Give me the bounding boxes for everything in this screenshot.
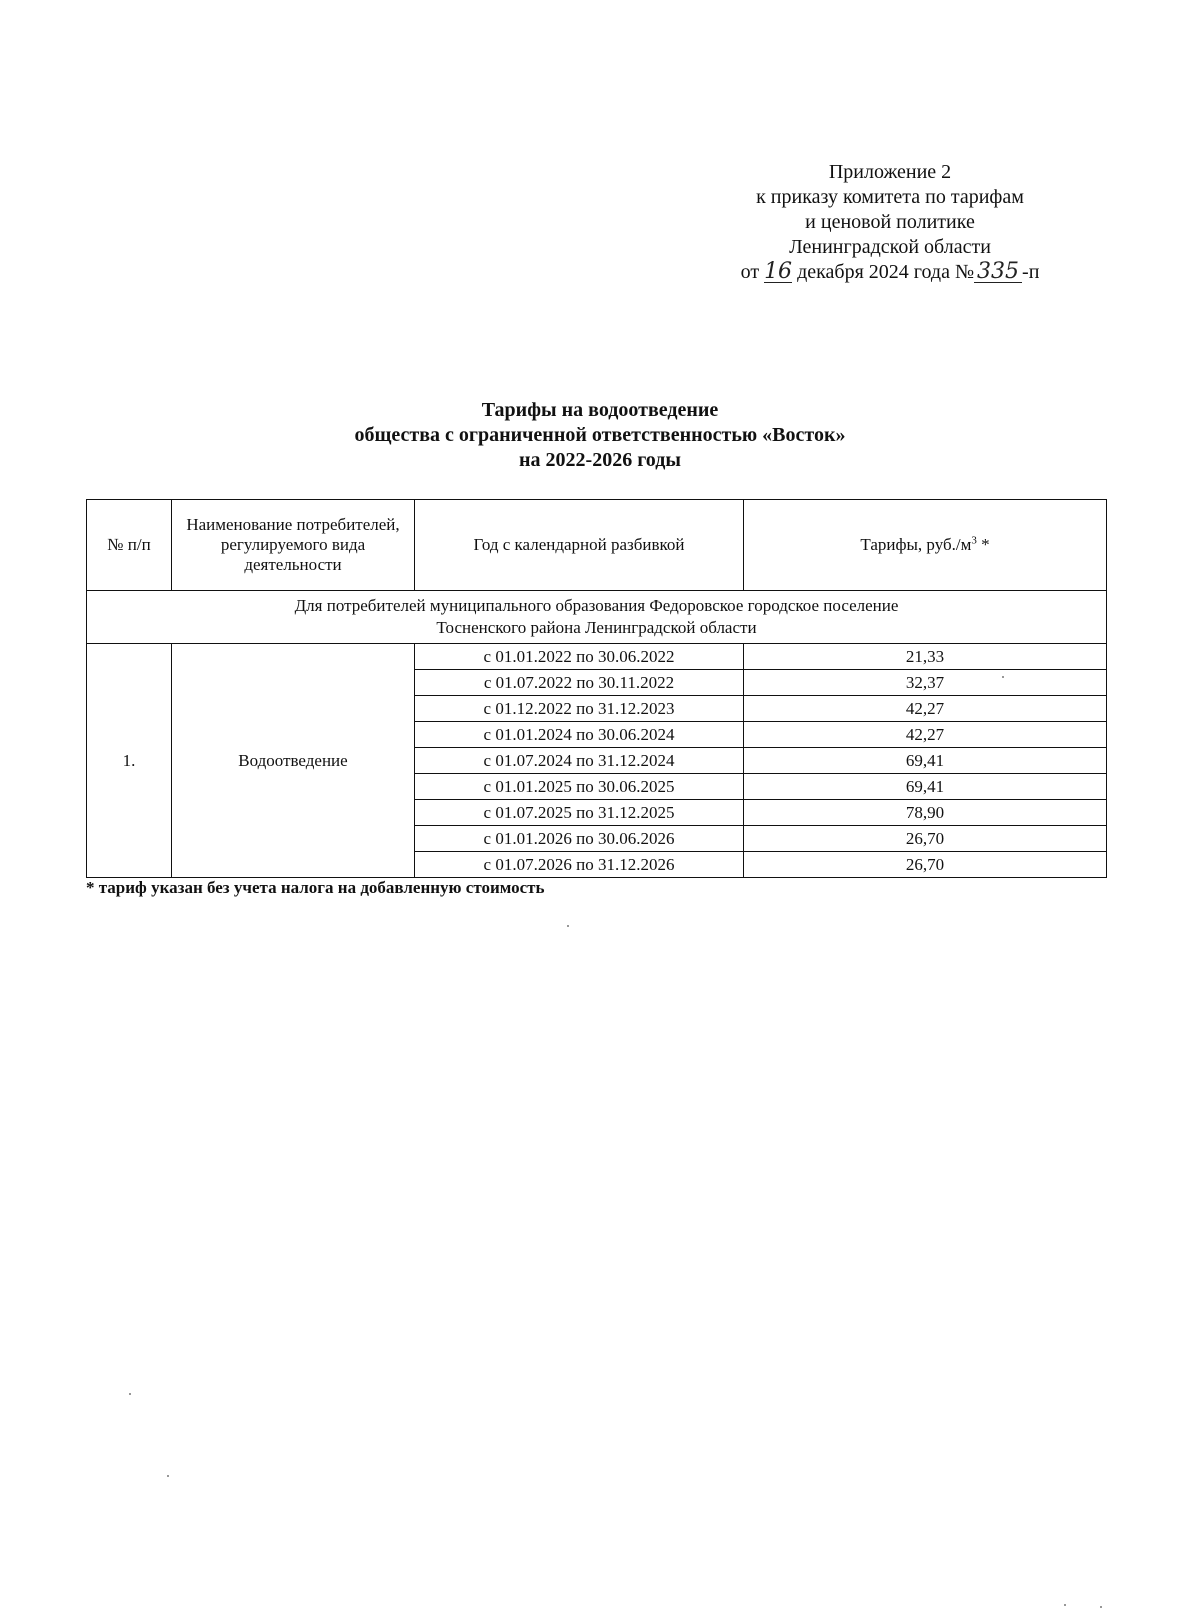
- appendix-policy-line: и ценовой политике: [805, 211, 975, 233]
- header-tariff: [744, 500, 1107, 591]
- period-cell: с 01.01.2024 по 30.06.2024: [415, 722, 744, 748]
- tariff-cell: 32,37: [744, 670, 1107, 696]
- tariff-cell: 21,33: [744, 644, 1107, 670]
- tariff-cell: 26,70: [744, 852, 1107, 878]
- row-name-cell: Водоотведение: [172, 644, 415, 878]
- handwritten-order-number: 335: [974, 262, 1022, 283]
- date-middle: декабря 2024 года №: [797, 261, 975, 283]
- appendix-header: [700, 160, 1080, 285]
- scan-speck: [167, 1475, 169, 1477]
- tariff-table: [86, 499, 1107, 878]
- table-row: [87, 644, 1107, 670]
- period-cell: с 01.01.2025 по 30.06.2025: [415, 774, 744, 800]
- section-row: [87, 591, 1107, 644]
- period-cell: с 01.01.2022 по 30.06.2022: [415, 644, 744, 670]
- scan-speck: [1002, 676, 1004, 678]
- period-cell: с 01.07.2025 по 31.12.2025: [415, 800, 744, 826]
- header-num: № п/п: [87, 500, 172, 591]
- section-line-2: Тосненского района Ленинградской области: [436, 618, 757, 637]
- row-number-cell: 1.: [87, 644, 172, 878]
- tariff-cell: 78,90: [744, 800, 1107, 826]
- appendix-date-line: [700, 260, 1080, 285]
- tariff-cell: 26,70: [744, 826, 1107, 852]
- tariff-cell: 42,27: [744, 696, 1107, 722]
- period-cell: с 01.07.2024 по 31.12.2024: [415, 748, 744, 774]
- document-title: [200, 398, 1000, 473]
- handwritten-day: 16: [764, 259, 793, 284]
- header-tariff-suffix: *: [976, 535, 990, 554]
- section-line-1: Для потребителей муниципального образования Федоровское городское поселение: [294, 596, 899, 615]
- table-header-row: [87, 500, 1107, 591]
- appendix-region-line: Ленинградской области: [789, 236, 991, 258]
- tariff-cell: 69,41: [744, 748, 1107, 774]
- scan-speck: [129, 1393, 131, 1395]
- order-number-suffix: -п: [1022, 261, 1040, 283]
- tariff-cell: 42,27: [744, 722, 1107, 748]
- vat-footnote: * тариф указан без учета налога на добавленную стоимость: [86, 878, 545, 897]
- period-cell: с 01.12.2022 по 31.12.2023: [415, 696, 744, 722]
- title-line-3: на 2022-2026 годы: [519, 449, 681, 471]
- header-tariff-sup: 3: [971, 534, 977, 547]
- title-line-1: Тарифы на водоотведение: [481, 399, 719, 421]
- appendix-order-line: к приказу комитета по тарифам: [756, 186, 1024, 208]
- scan-speck: [1100, 1606, 1102, 1608]
- period-cell: с 01.07.2022 по 30.11.2022: [415, 670, 744, 696]
- period-cell: с 01.01.2026 по 30.06.2026: [415, 826, 744, 852]
- tariff-cell: 69,41: [744, 774, 1107, 800]
- appendix-title: Приложение 2: [828, 161, 952, 183]
- section-cell: [87, 591, 1107, 644]
- period-cell: с 01.07.2026 по 31.12.2026: [415, 852, 744, 878]
- date-prefix: от: [740, 261, 760, 283]
- header-name: Наименование потребителей, регулируемого вида деятельности: [172, 500, 415, 591]
- scan-speck: [567, 925, 569, 927]
- title-line-2: общества с ограниченной ответственностью «Восток»: [354, 424, 846, 446]
- header-period: Год с календарной разбивкой: [415, 500, 744, 591]
- header-tariff-text: Тарифы, руб./м: [860, 535, 972, 554]
- scan-speck: [1064, 1604, 1066, 1606]
